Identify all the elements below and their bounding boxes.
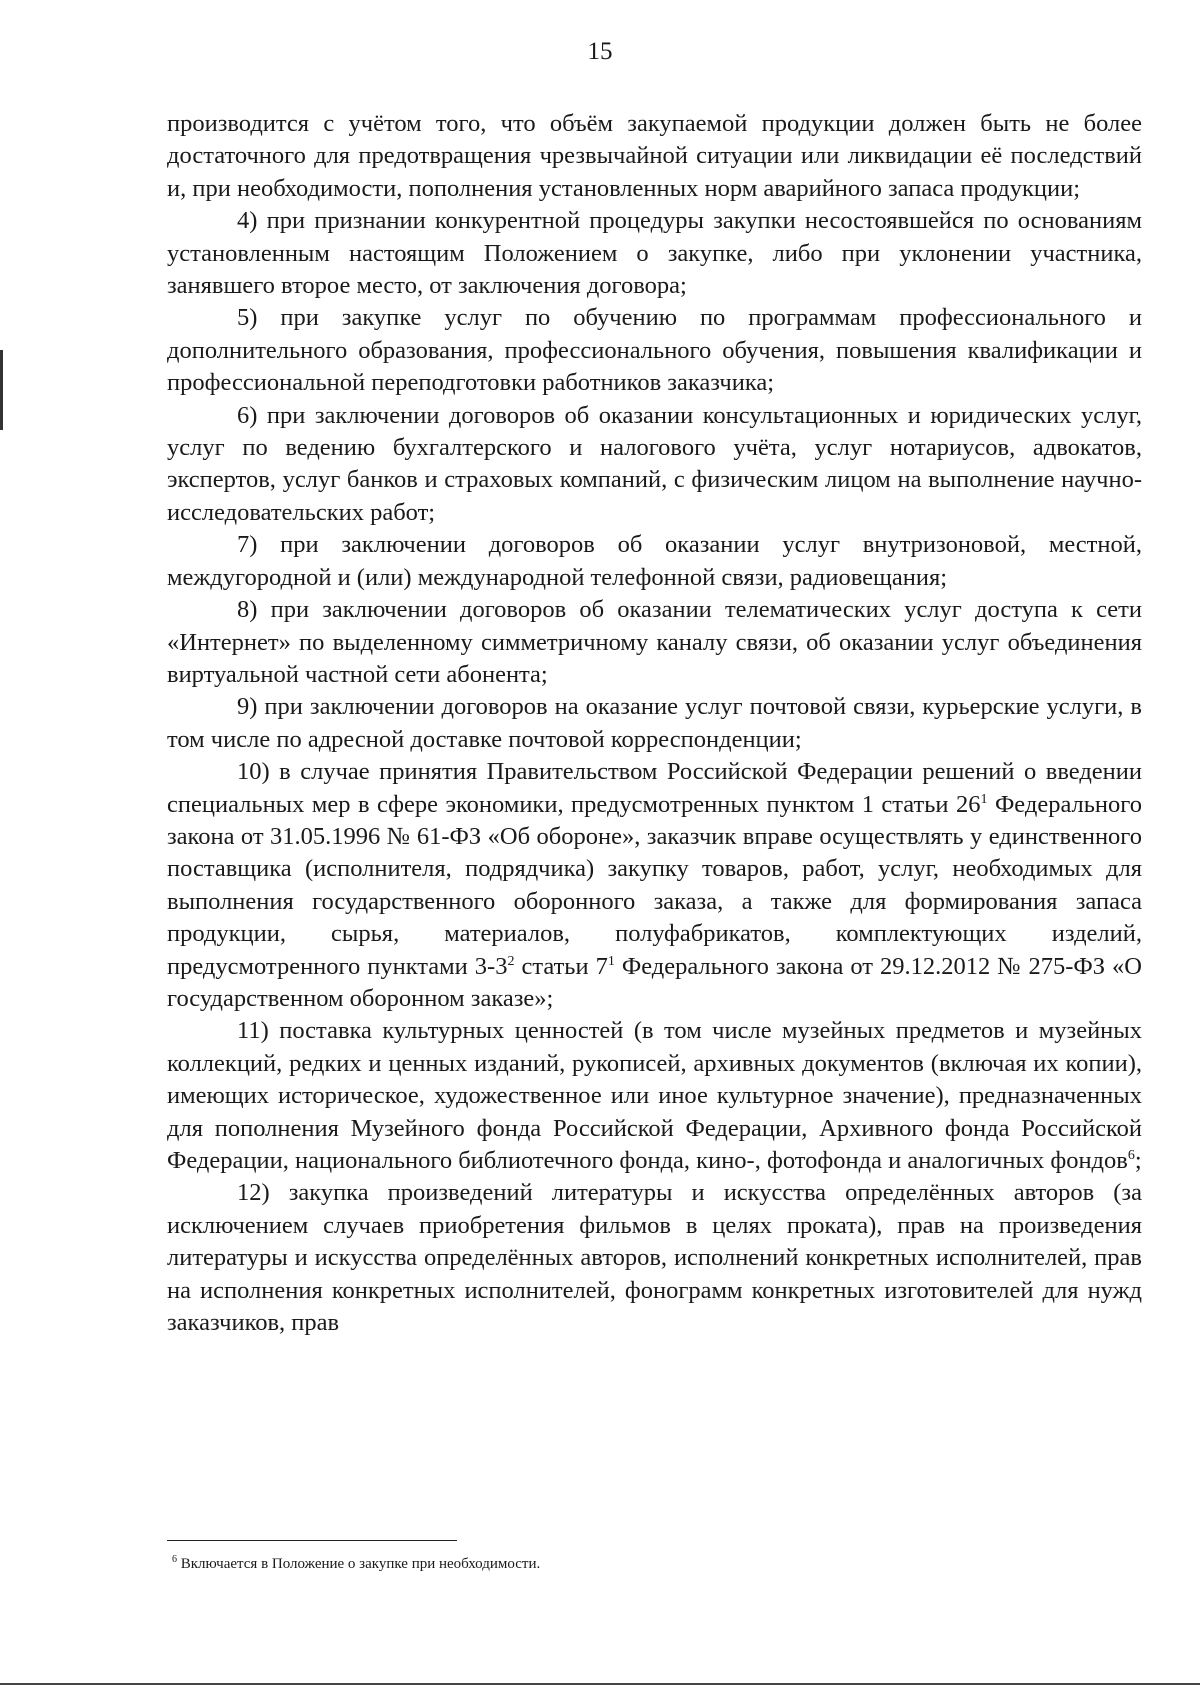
list-item-6: 6) при заключении договоров об оказании консультационных и юридических услуг, услуг по ведению бухгалтерского и налогового учёта, услуг нотариусов, адвокатов, экспертов, услуг банков и страховых компаний, с физическим лицом на выполнение научно-исследовательских работ; (167, 401, 1142, 526)
list-item-10-part-3: статьи 7 (514, 952, 608, 980)
list-item-8: 8) при заключении договоров об оказании телематических услуг доступа к сети «Интернет» по выделенному симметричному каналу связи, об оказании услуг объединения виртуальной частной сети абонента; (167, 596, 1142, 688)
body-text (167, 108, 1142, 1339)
list-item-11-part-2: ; (1134, 1147, 1142, 1174)
list-item-5: 5) при закупке услуг по обучению по программам профессионального и дополнительного образования, профессионального обучения, повышения квалификации и профессиональной переподготовки работников заказчика; (167, 304, 1142, 397)
list-item-10-part-4: Федерального закона от 29.12.2012 № 275-ФЗ «О государственном оборонном заказе»; (167, 952, 1142, 1012)
scan-edge-mark (0, 350, 3, 430)
footnote-divider (167, 1540, 457, 1541)
paragraph-continuation: производится с учётом того, что объём закупаемой продукции должен быть не более достаточного для предотвращения чрезвычайной ситуации или ликвидации её последствий и, при необходимости, пополнения установленных норм аварийного запаса продукции; (167, 110, 1142, 202)
superscript: 1 (980, 791, 988, 807)
list-item-7: 7) при заключении договоров об оказании услуг внутризоновой, местной, междугородной и (или) международной телефонной связи, радиовещания; (167, 531, 1142, 591)
footnote-text: Включается в Положение о закупке при необходимости. (177, 1556, 541, 1572)
list-item-11 (167, 1015, 1142, 1177)
footnote-reference: 6 (1127, 1147, 1135, 1163)
scan-bottom-line (0, 1683, 1200, 1685)
list-item-12: 12) закупка произведений литературы и искусства определённых авторов (за исключением случаев приобретения фильмов в целях проката), прав на произведения литературы и искусства определённых авторов, исполнений конкретных исполнителей, прав на исполнения конкретных исполнителей, фонограмм конкретных изготовителей для нужд заказчиков, прав (167, 1179, 1142, 1337)
list-item-9: 9) при заключении договоров на оказание услуг почтовой связи, курьерские услуги, в том числе по адресной доставке почтовой корреспонденции; (167, 693, 1142, 753)
list-item-4: 4) при признании конкурентной процедуры закупки несостоявшейся по основаниям установленным настоящим Положением о закупке, либо при уклонении участника, занявшего второе место, от заключения договора; (167, 207, 1142, 300)
footnote-marker: 6 (172, 1554, 177, 1565)
list-item-10-part-1: 10) в случае принятия Правительством Российской Федерации решений о введении специальных мер в сфере экономики, предусмотренных пунктом 1 статьи 26 (167, 758, 1142, 818)
superscript: 2 (507, 953, 515, 969)
list-item-10-part-2: Федерального закона от 31.05.1996 № 61-ФЗ «Об обороне», заказчик вправе осуществлять у единственного поставщика (исполнителя, подрядчика) закупку товаров, работ, услуг, необходимых для выполнения государственного оборонного заказа, а также для формирования запаса продукции, сырья, материалов, полуфабрикатов, комплектующих изделий, предусмотренного пунктами 3-3 (167, 790, 1142, 980)
page-number: 15 (587, 38, 613, 65)
superscript: 1 (607, 953, 615, 969)
list-item-10 (167, 756, 1142, 1015)
footnote (172, 1554, 1072, 1574)
list-item-11-part-1: 11) поставка культурных ценностей (в том числе музейных предметов и музейных коллекций, редких и ценных изданий, рукописей, архивных документов (включая их копии), имеющих историческое, художественное или иное культурное значение), предназначенных для пополнения Музейного фонда Российской Федерации, Архивного фонда Российской Федерации, национального библиотечного фонда, кино-, фотофонда и аналогичных фондов (167, 1017, 1142, 1174)
